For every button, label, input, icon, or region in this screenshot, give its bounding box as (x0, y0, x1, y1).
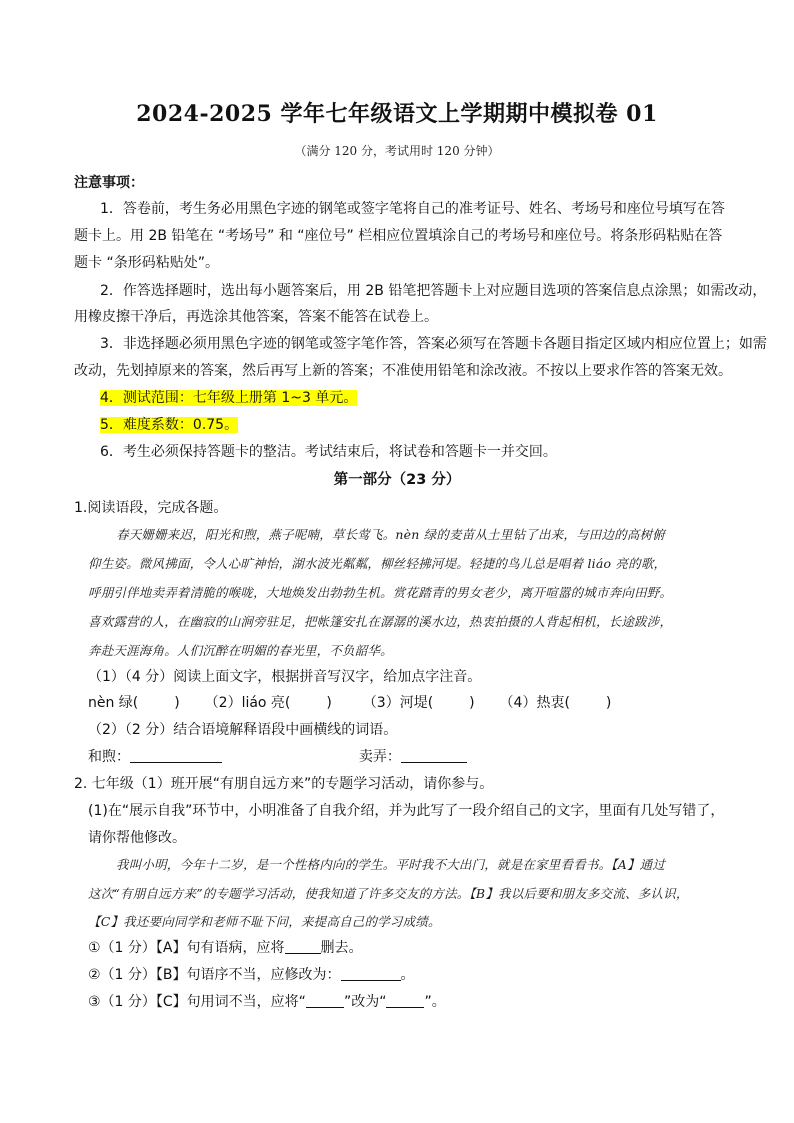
answer-blank-b[interactable] (290, 695, 326, 709)
notice-item-4 (100, 387, 357, 407)
q1-sub2-label-a: 和煦： (88, 749, 130, 765)
notice-item-1-line-1: 1．答卷前，考生务必用黑色字迹的钢笔或签字笔将自己的准考证号、姓名、考场号和座位号填写在答 (100, 201, 725, 217)
exam-subtitle: （满分 120 分，考试用时 120 分钟） (294, 144, 500, 158)
q1-passage-line-3: 呼朋引伴地卖弄着清脆的喉咙，大地焕发出勃勃生机。赏花踏青的男女老少，离开喧嚣的城市奔向田野。 (88, 585, 673, 600)
part1-heading: 第一部分（23 分） (333, 472, 461, 488)
answer-line-item-3b[interactable] (386, 993, 424, 1008)
notice-item-5 (100, 414, 238, 434)
q1-sub2: （2）（2 分）结合语境解释语段中画横线的词语。 (88, 722, 398, 738)
q2-item-2-text: ②（1 分）【B】句语序不当，应修改为： (88, 967, 341, 983)
q2-item-3 (88, 991, 446, 1011)
q1-passage-line-4: 喜欢露营的人，在幽寂的山涧旁驻足，把帐篷安扎在潺潺的溪水边，热衷拍摄的人背起相机，长途跋涉， (88, 614, 673, 629)
notice-item-6: 6．考生必须保持答题卡的整洁。考试结束后，将试卷和答题卡一并交回。 (100, 444, 557, 460)
q2-item-1 (88, 937, 363, 957)
notice-item-3-line-1: 3．非选择题必须用黑色字迹的钢笔或签字笔作答，答案必须写在答题卡各题目指定区域内相应位置上；如需 (100, 336, 767, 352)
q2-item-1-end: 删去。 (320, 940, 363, 956)
q2-item-1-text: ①（1 分）【A】句有语病，应将 (88, 940, 285, 956)
q2-passage-line-3: 【C】我还要向同学和老师不耻下问，来提高自己的学习成绩。 (88, 914, 441, 929)
paren-close-a: ) (174, 695, 180, 711)
paren-close-b: ) (326, 695, 332, 711)
answer-blank-a[interactable] (138, 695, 174, 709)
notice-item-2-line-2: 用橡皮擦干净后，再选涂其他答案，答案不能答在试卷上。 (74, 309, 438, 325)
answer-line-item-3a[interactable] (306, 993, 344, 1008)
q2-item-2 (88, 964, 415, 984)
answer-line-item-2[interactable] (341, 966, 401, 981)
notice-item-1-line-2: 题卡上。用 2B 铅笔在 “考场号” 和 “座位号” 栏相应位置填涂自己的考场号和座位号。将条形码粘贴在答 (74, 228, 723, 244)
q1-sub2-answers (88, 746, 467, 766)
q2-passage-line-1: 我叫小明，今年十二岁，是一个性格内向的学生。平时我不大出门，就是在家里看看书。【A】通过 (116, 857, 666, 872)
q1-prompt: 1.阅读语段，完成各题。 (74, 500, 228, 516)
notice-item-4-highlight: 4．测试范围：七年级上册第 1~3 单元。 (100, 390, 358, 406)
q1-sub1-item-a: nèn 绿( (88, 695, 139, 711)
q1-sub1: （1）（4 分）阅读上面文字，根据拼音写汉字，给加点字注音。 (88, 669, 482, 685)
q1-passage-line-2: 仰生姿。微风拂面，令人心旷神怡，湖水波光粼粼，柳丝轻拂河堤。轻捷的鸟儿总是唱着 liáo 亮的歌， (88, 556, 667, 571)
q2-sub-line-1: (1)在“展示自我”环节中，小明准备了自我介绍，并为此写了一段介绍自己的文字，里面有几处写错了， (88, 803, 725, 819)
paren-close-d: ) (605, 695, 612, 711)
notice-item-2-line-1: 2．作答选择题时，选出每小题答案后，用 2B 铅笔把答题卡上对应题目选项的答案信息点涂黑；如需改动， (100, 283, 767, 299)
q2-item-3-mid: ”改为“ (343, 994, 387, 1010)
q2-item-2-end: 。 (400, 967, 415, 983)
q1-sub2-label-b: 卖弄： (358, 749, 401, 765)
paren-close-c: ) (469, 695, 475, 711)
notice-item-1-line-3: 题卡 “条形码粘贴处”。 (74, 255, 219, 271)
exam-title: 2024-2025 学年七年级语文上学期期中模拟卷 01 (136, 101, 658, 127)
q2-item-3-end: ”。 (424, 994, 446, 1010)
answer-line-hexu[interactable] (130, 748, 222, 763)
notice-item-3-line-2: 改动，先划掉原来的答案，然后再写上新的答案；不准使用铅笔和涂改液。不按以上要求作答的答案无效。 (74, 363, 732, 379)
q1-passage-line-5: 奔赴天涯海角。人们沉醉在明媚的春光里，不负韶华。 (88, 643, 393, 658)
notice-heading: 注意事项： (74, 175, 144, 191)
q2-passage-line-2: 这次“有朋自远方来”的专题学习活动，使我知道了许多交友的方法。【B】我以后要和朋友多交流、多认识， (88, 886, 689, 901)
q2-item-3-text: ③（1 分）【C】句用词不当，应将“ (88, 994, 306, 1010)
answer-line-item-1[interactable] (285, 939, 321, 954)
q1-passage-line-1: 春天姗姗来迟，阳光和煦，燕子呢喃，草长莺飞。nèn 绿的麦苗从土里钻了出来，与田边的高树俯 (116, 527, 665, 542)
answer-blank-d[interactable] (570, 695, 606, 709)
answer-line-mainong[interactable] (401, 748, 467, 763)
q2-prompt: 2. 七年级（1）班开展“有朋自远方来”的专题学习活动，请你参与。 (74, 776, 494, 792)
q1-sub1-item-c: （3）河堤( (362, 695, 434, 711)
answer-blank-c[interactable] (433, 695, 469, 709)
notice-item-5-highlight: 5．难度系数：0.75。 (100, 417, 239, 433)
q1-sub1-item-b: （2）liáo 亮( (204, 695, 291, 711)
q1-sub1-items (88, 692, 611, 712)
q1-sub1-item-d: （4）热衷( (499, 695, 570, 711)
q2-sub-line-2: 请你帮他修改。 (88, 830, 186, 846)
